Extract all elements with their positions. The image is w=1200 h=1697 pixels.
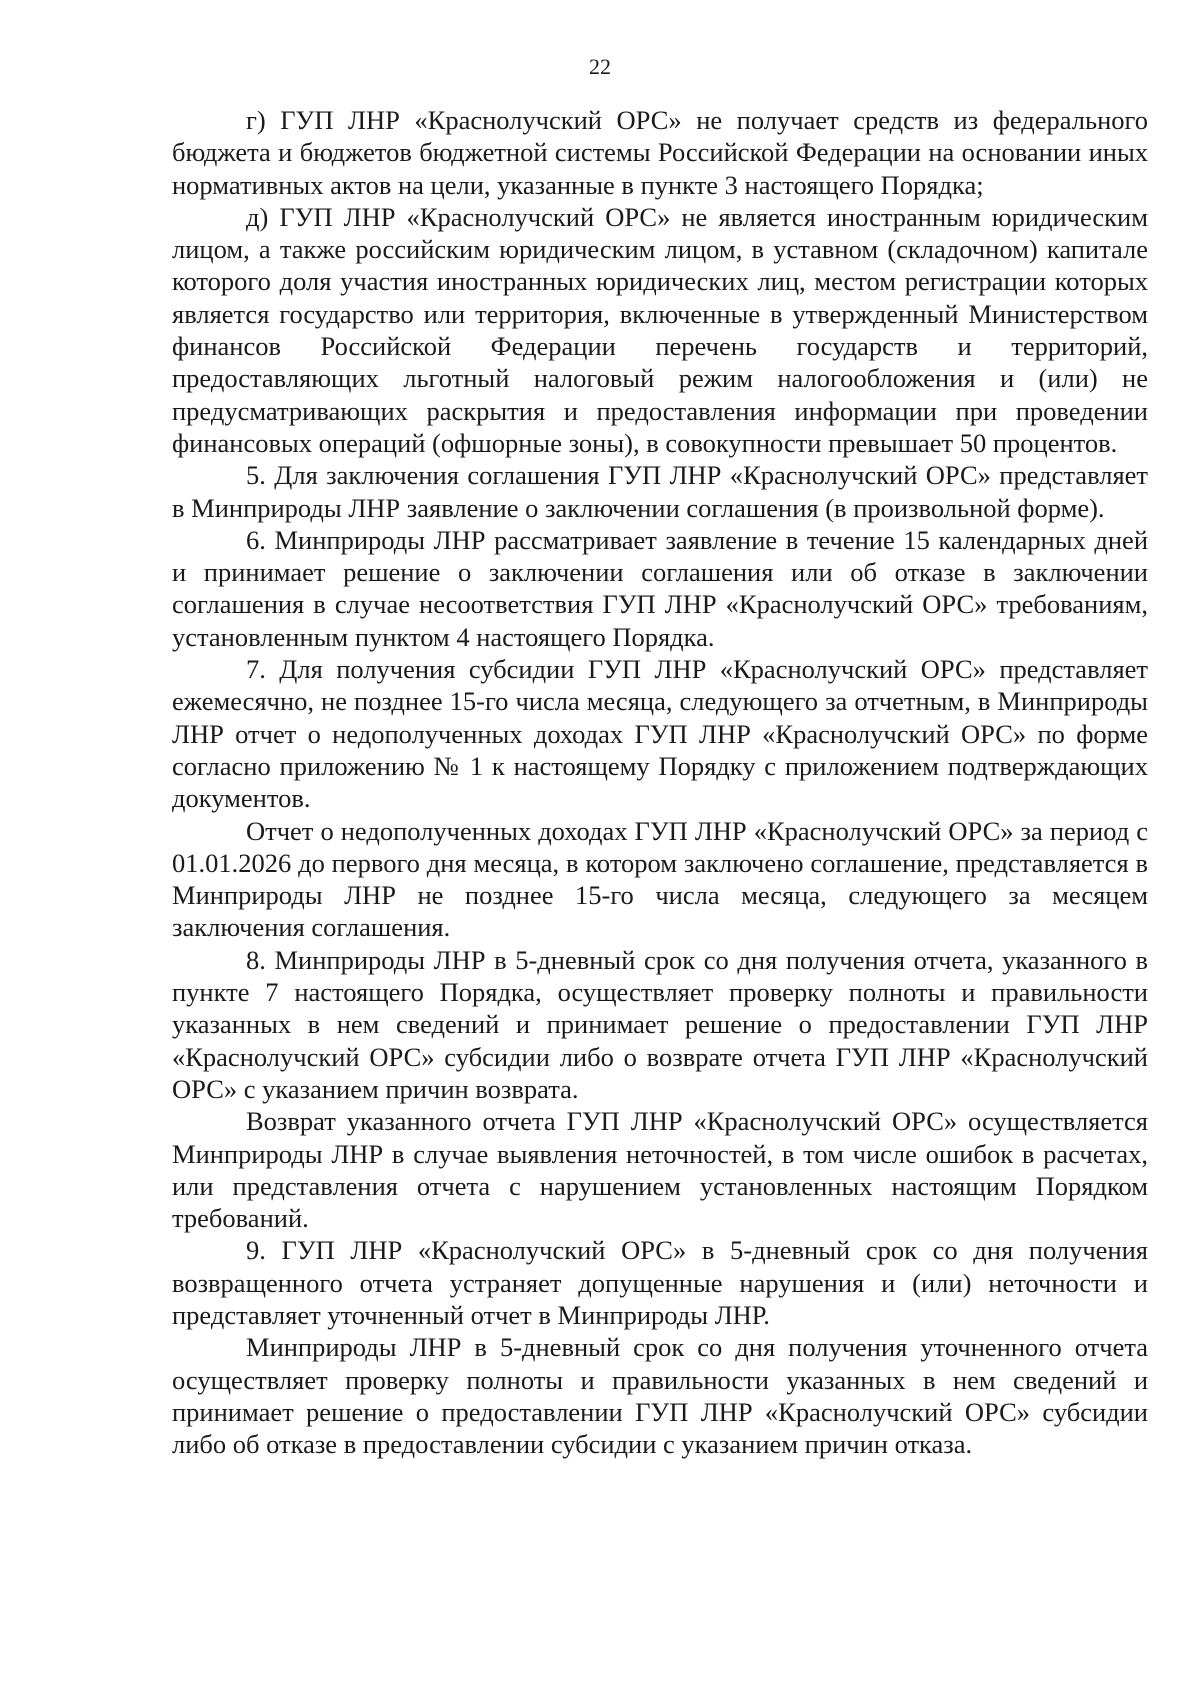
- paragraph-4g: г) ГУП ЛНР «Краснолучский ОРС» не получает средств из федерального бюджета и бюджетов бюджетной системы Российской Федерации на основании иных нормативных актов на цели, указанные в пункте 3 настоящего Порядка;: [172, 105, 1148, 200]
- paragraph-7: 7. Для получения субсидии ГУП ЛНР «Краснолучский ОРС» представляет ежемесячно, не позднее 15-го числа месяца, следующего за отчетным, в Минприроды ЛНР отчет о недополученных доходах ГУП ЛНР «Краснолучский ОРС» по форме согласно приложению № 1 к настоящему Порядку с приложением подтверждающих документов.: [172, 654, 1148, 814]
- paragraph-4d: д) ГУП ЛНР «Краснолучский ОРС» не является иностранным юридическим лицом, а также российским юридическим лицом, в уставном (складочном) капитале которого доля участия иностранных юридических лиц, местом регистрации которых является государство или территория, включенные в утвержденный Министерством финансов Российской Федерации перечень государств и территорий, предоставляющих льготный налоговый режим налогообложения и (или) не предусматривающих раскрытия и предоставления информации при проведении финансовых операций (офшорные зоны), в совокупности превышает 50 процентов.: [172, 201, 1148, 458]
- document-body: [172, 104, 1148, 1460]
- paragraph-9-review: Минприроды ЛНР в 5-дневный срок со дня получения уточненного отчета осуществляет проверку полноты и правильности указанных в нем сведений и принимает решение о предоставлении ГУП ЛНР «Краснолучский ОРС» субсидии либо об отказе в предоставлении субсидии с указанием причин отказа.: [172, 1332, 1148, 1460]
- paragraph-5: 5. Для заключения соглашения ГУП ЛНР «Краснолучский ОРС» представляет в Минприроды ЛНР заявление о заключении соглашения (в произвольной форме).: [172, 460, 1148, 523]
- paragraph-7-report: Отчет о недополученных доходах ГУП ЛНР «Краснолучский ОРС» за период с 01.01.2026 до первого дня месяца, в котором заключено соглашение, представляется в Минприроды ЛНР не позднее 15-го числа месяца, следующего за месяцем заключения соглашения.: [172, 815, 1148, 943]
- paragraph-6: 6. Минприроды ЛНР рассматривает заявление в течение 15 календарных дней и принимает решение о заключении соглашения или об отказе в заключении соглашения в случае несоответствия ГУП ЛНР «Краснолучский ОРС» требованиям, установленным пунктом 4 настоящего Порядка.: [172, 524, 1148, 652]
- paragraph-9: 9. ГУП ЛНР «Краснолучский ОРС» в 5-дневный срок со дня получения возвращенного отчета устраняет допущенные нарушения и (или) неточности и представляет уточненный отчет в Минприроды ЛНР.: [172, 1235, 1148, 1330]
- paragraph-8: 8. Минприроды ЛНР в 5-дневный срок со дня получения отчета, указанного в пункте 7 настоящего Порядка, осуществляет проверку полноты и правильности указанных в нем сведений и принимает решение о предоставлении ГУП ЛНР «Краснолучский ОРС» субсидии либо о возврате отчета ГУП ЛНР «Краснолучский ОРС» с указанием причин возврата.: [172, 944, 1148, 1104]
- paragraph-8-return: Возврат указанного отчета ГУП ЛНР «Краснолучский ОРС» осуществляется Минприроды ЛНР в случае выявления неточностей, в том числе ошибок в расчетах, или представления отчета с нарушением установленных настоящим Порядком требований.: [172, 1106, 1148, 1234]
- page-number: 22: [589, 54, 611, 79]
